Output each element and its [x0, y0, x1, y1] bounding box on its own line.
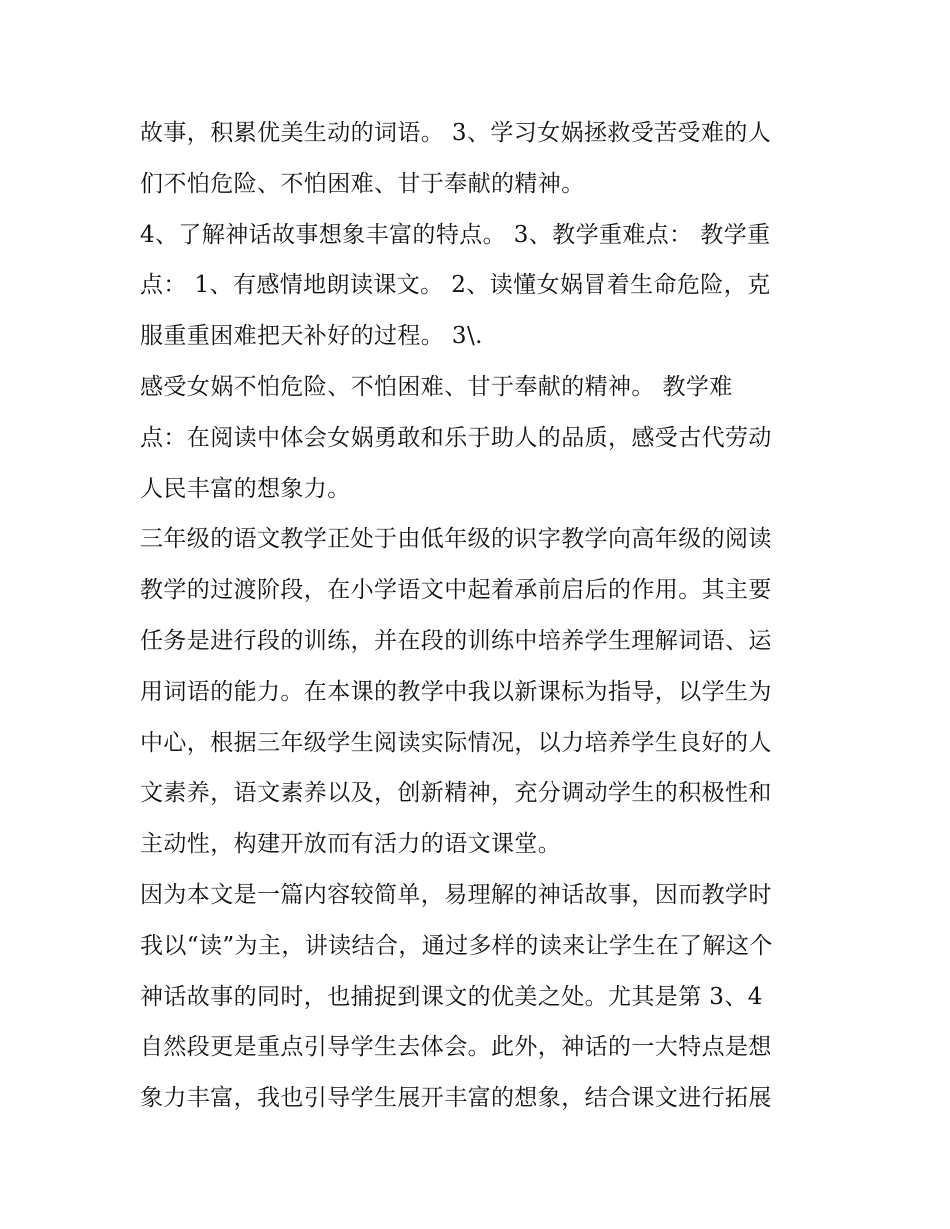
text-line: 自然段更是重点引导学生去体会。此外，神话的一大特点是想 — [140, 1034, 772, 1061]
text-line: 中心，根据三年级学生阅读实际情况，以力培养学生良好的人 — [140, 729, 772, 756]
text-line: 我以“读”为主，讲读结合，通过多样的读来让学生在了解这个 — [140, 932, 773, 959]
text-line: 点：在阅读中体会女娲勇敢和乐于助人的品质，感受古代劳动 — [140, 424, 772, 451]
text-line: 因为本文是一篇内容较简单，易理解的神话故事，因而教学时 — [140, 881, 772, 908]
document-body — [140, 108, 812, 1124]
text-line: 4、了解神话故事想象丰富的特点。 3、教学重难点： 教学重 — [140, 221, 771, 248]
text-line: 主动性，构建开放而有活力的语文课堂。 — [140, 831, 562, 858]
text-line: 感受女娲不怕危险、不怕困难、甘于奉献的精神。 教学难 — [140, 373, 733, 400]
text-line: 用词语的能力。在本课的教学中我以新课标为指导，以学生为 — [140, 678, 772, 705]
text-line: 三年级的语文教学正处于由低年级的识字教学向高年级的阅读 — [140, 526, 772, 553]
text-line: 人民丰富的想象力。 — [140, 475, 351, 502]
text-line: 点： 1、有感情地朗读课文。 2、读懂女娲冒着生命危险，克 — [140, 272, 771, 299]
text-line: 文素养，语文素养以及，创新精神，充分调动学生的积极性和 — [140, 780, 772, 807]
text-line: 任务是进行段的训练，并在段的训练中培养学生理解词语、运 — [140, 627, 772, 654]
text-line: 教学的过渡阶段，在小学语文中起着承前启后的作用。其主要 — [140, 577, 772, 604]
text-line: 神话故事的同时，也捕捉到课文的优美之处。尤其是第 3、4 — [140, 983, 763, 1010]
text-line: 故事，积累优美生动的词语。 3、学习女娲拯救受苦受难的人 — [140, 120, 772, 146]
text-line: 们不怕危险、不怕困难、甘于奉献的精神。 — [140, 170, 585, 197]
text-line: 服重重困难把天补好的过程。 3\. — [140, 323, 483, 350]
text-line: 象力丰富，我也引导学生展开丰富的想象，结合课文进行拓展 — [140, 1085, 772, 1112]
